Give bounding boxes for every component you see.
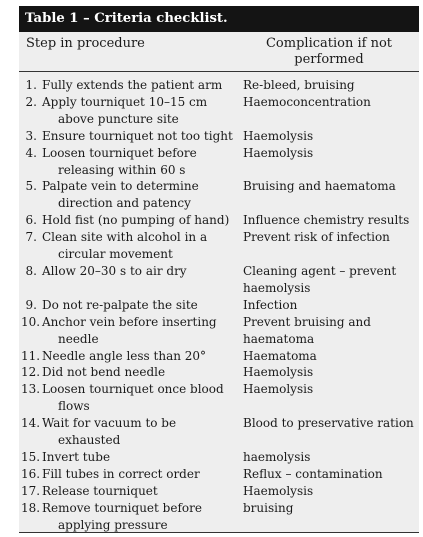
complication-cell: [240, 314, 419, 348]
step-cell: [42, 364, 240, 381]
complication-cell: [240, 128, 419, 145]
row-number: 8.: [25, 263, 37, 278]
row-number: 7.: [25, 230, 37, 245]
step-text-line: above puncture site: [58, 111, 179, 126]
row-number: 12.: [21, 365, 41, 380]
complication-cell: [240, 500, 419, 534]
complication-cell: [240, 297, 419, 314]
table-row: [19, 128, 419, 145]
step-text-line: Wait for vacuum to be: [42, 416, 177, 431]
table-row: [19, 212, 419, 229]
header-complication: Complication if not performed: [265, 36, 392, 67]
row-number: 4.: [25, 145, 37, 160]
complication-cell: [240, 229, 419, 263]
row-number: 13.: [21, 382, 41, 397]
table-row: [19, 449, 419, 466]
table-row: [19, 483, 419, 500]
row-number: 17.: [21, 483, 41, 498]
complication-cell: [240, 263, 419, 297]
complication-text-line: Prevent bruising and: [243, 314, 371, 329]
step-text-line: Fill tubes in correct order: [42, 466, 200, 481]
step-text-line: Ensure tourniquet not too tight: [42, 128, 233, 143]
step-cell: [42, 145, 240, 179]
complication-cell: [240, 449, 419, 466]
step-text-line: Remove tourniquet before: [42, 500, 202, 515]
step-text-line: exhausted: [58, 433, 121, 448]
step-cell: [42, 94, 240, 128]
row-number: 1.: [25, 78, 37, 92]
complication-cell: [240, 364, 419, 381]
complication-text-line: haemolysis: [243, 280, 311, 295]
row-number: 9.: [25, 297, 37, 312]
complication-cell: [240, 348, 419, 365]
table-header-row: [19, 32, 419, 72]
step-cell: [42, 314, 240, 348]
complication-text-line: Haemolysis: [243, 483, 314, 498]
table-row: [19, 263, 419, 297]
complication-cell: [240, 77, 419, 94]
step-cell: [42, 483, 240, 500]
step-cell: [42, 77, 240, 94]
step-text-line: Release tourniquet: [42, 483, 158, 498]
step-text-line: circular movement: [58, 247, 173, 262]
step-cell: [42, 348, 240, 365]
step-text-line: Anchor vein before inserting: [42, 314, 217, 329]
complication-text-line: Haematoma: [243, 348, 317, 363]
table-row: [19, 94, 419, 128]
complication-text-line: Prevent risk of infection: [243, 230, 390, 245]
table-row: [19, 229, 419, 263]
step-cell: [42, 415, 240, 449]
step-cell: [42, 449, 240, 466]
header-step-in-procedure: Step in procedure: [26, 36, 145, 51]
step-cell: [42, 178, 240, 212]
step-text-line: flows: [58, 399, 90, 414]
row-number: 11.: [21, 348, 41, 363]
table-row: [19, 415, 419, 449]
complication-text-line: Cleaning agent – prevent: [243, 263, 397, 278]
complication-cell: [240, 94, 419, 128]
step-text-line: Loosen tourniquet once blood: [42, 382, 224, 397]
step-text-line: Palpate vein to determine: [42, 179, 199, 194]
table-row: [19, 145, 419, 179]
complication-text-line: haematoma: [243, 331, 315, 346]
step-cell: [42, 381, 240, 415]
step-cell: [42, 128, 240, 145]
step-text-line: Invert tube: [42, 449, 111, 464]
step-text-line: Did not bend needle: [42, 365, 166, 380]
step-text-line: Do not re-palpate the site: [42, 297, 198, 312]
step-text-line: Clean site with alcohol in a: [42, 230, 208, 245]
complication-text-line: Influence chemistry results: [243, 213, 410, 228]
row-number: 15.: [21, 449, 41, 464]
complication-text-line: Blood to preservative ration: [243, 416, 414, 431]
table-row: [19, 364, 419, 381]
row-number: 6.: [25, 213, 37, 228]
table-row: [19, 314, 419, 348]
table-row: [19, 348, 419, 365]
table-row: [19, 77, 419, 94]
step-cell: [42, 500, 240, 534]
row-number: 18.: [21, 500, 41, 515]
complication-cell: [240, 381, 419, 415]
complication-cell: [240, 466, 419, 483]
complication-cell: [240, 483, 419, 500]
step-text-line: releasing within 60 s: [58, 162, 186, 177]
step-cell: [42, 229, 240, 263]
complication-text-line: Haemolysis: [243, 365, 314, 380]
step-text-line: Hold fist (no pumping of hand): [42, 213, 230, 228]
step-cell: [42, 212, 240, 229]
row-number: 16.: [21, 466, 41, 481]
row-number: 2.: [25, 94, 37, 109]
complication-cell: [240, 415, 419, 449]
step-cell: [42, 297, 240, 314]
row-number: 3.: [25, 128, 37, 143]
complication-text-line: Re-bleed, bruising: [243, 78, 355, 92]
complication-text-line: Infection: [243, 297, 298, 312]
table-row: [19, 381, 419, 415]
complication-text-line: Reflux – contamination: [243, 466, 383, 481]
complication-text-line: Haemolysis: [243, 145, 314, 160]
complication-text-line: Haemoconcentration: [243, 94, 371, 109]
row-number: 14.: [21, 416, 41, 431]
step-text-line: Loosen tourniquet before: [42, 145, 197, 160]
step-text-line: Needle angle less than 20°: [42, 348, 207, 363]
row-number: 5.: [25, 179, 37, 194]
complication-cell: [240, 212, 419, 229]
table-title: Table 1 – Criteria checklist.: [19, 6, 419, 32]
step-cell: [42, 263, 240, 297]
table-row: [19, 297, 419, 314]
step-text-line: needle: [58, 331, 99, 346]
step-text-line: direction and patency: [58, 196, 191, 211]
table-row: [19, 178, 419, 212]
row-number: 10.: [21, 314, 41, 329]
step-text-line: Fully extends the patient arm: [42, 78, 223, 92]
step-text-line: applying pressure: [58, 517, 168, 532]
complication-text-line: bruising: [243, 500, 294, 515]
table-row: [19, 500, 419, 534]
complication-text-line: Haemolysis: [243, 128, 314, 143]
step-text-line: Allow 20–30 s to air dry: [42, 263, 187, 278]
complication-text-line: Bruising and haematoma: [243, 179, 396, 194]
step-cell: [42, 466, 240, 483]
complication-cell: [240, 145, 419, 179]
complication-text-line: haemolysis: [243, 449, 311, 464]
complication-cell: [240, 178, 419, 212]
complication-text-line: Haemolysis: [243, 382, 314, 397]
table-row: [19, 466, 419, 483]
table-body: [19, 72, 419, 533]
step-text-line: Apply tourniquet 10–15 cm: [42, 94, 208, 109]
